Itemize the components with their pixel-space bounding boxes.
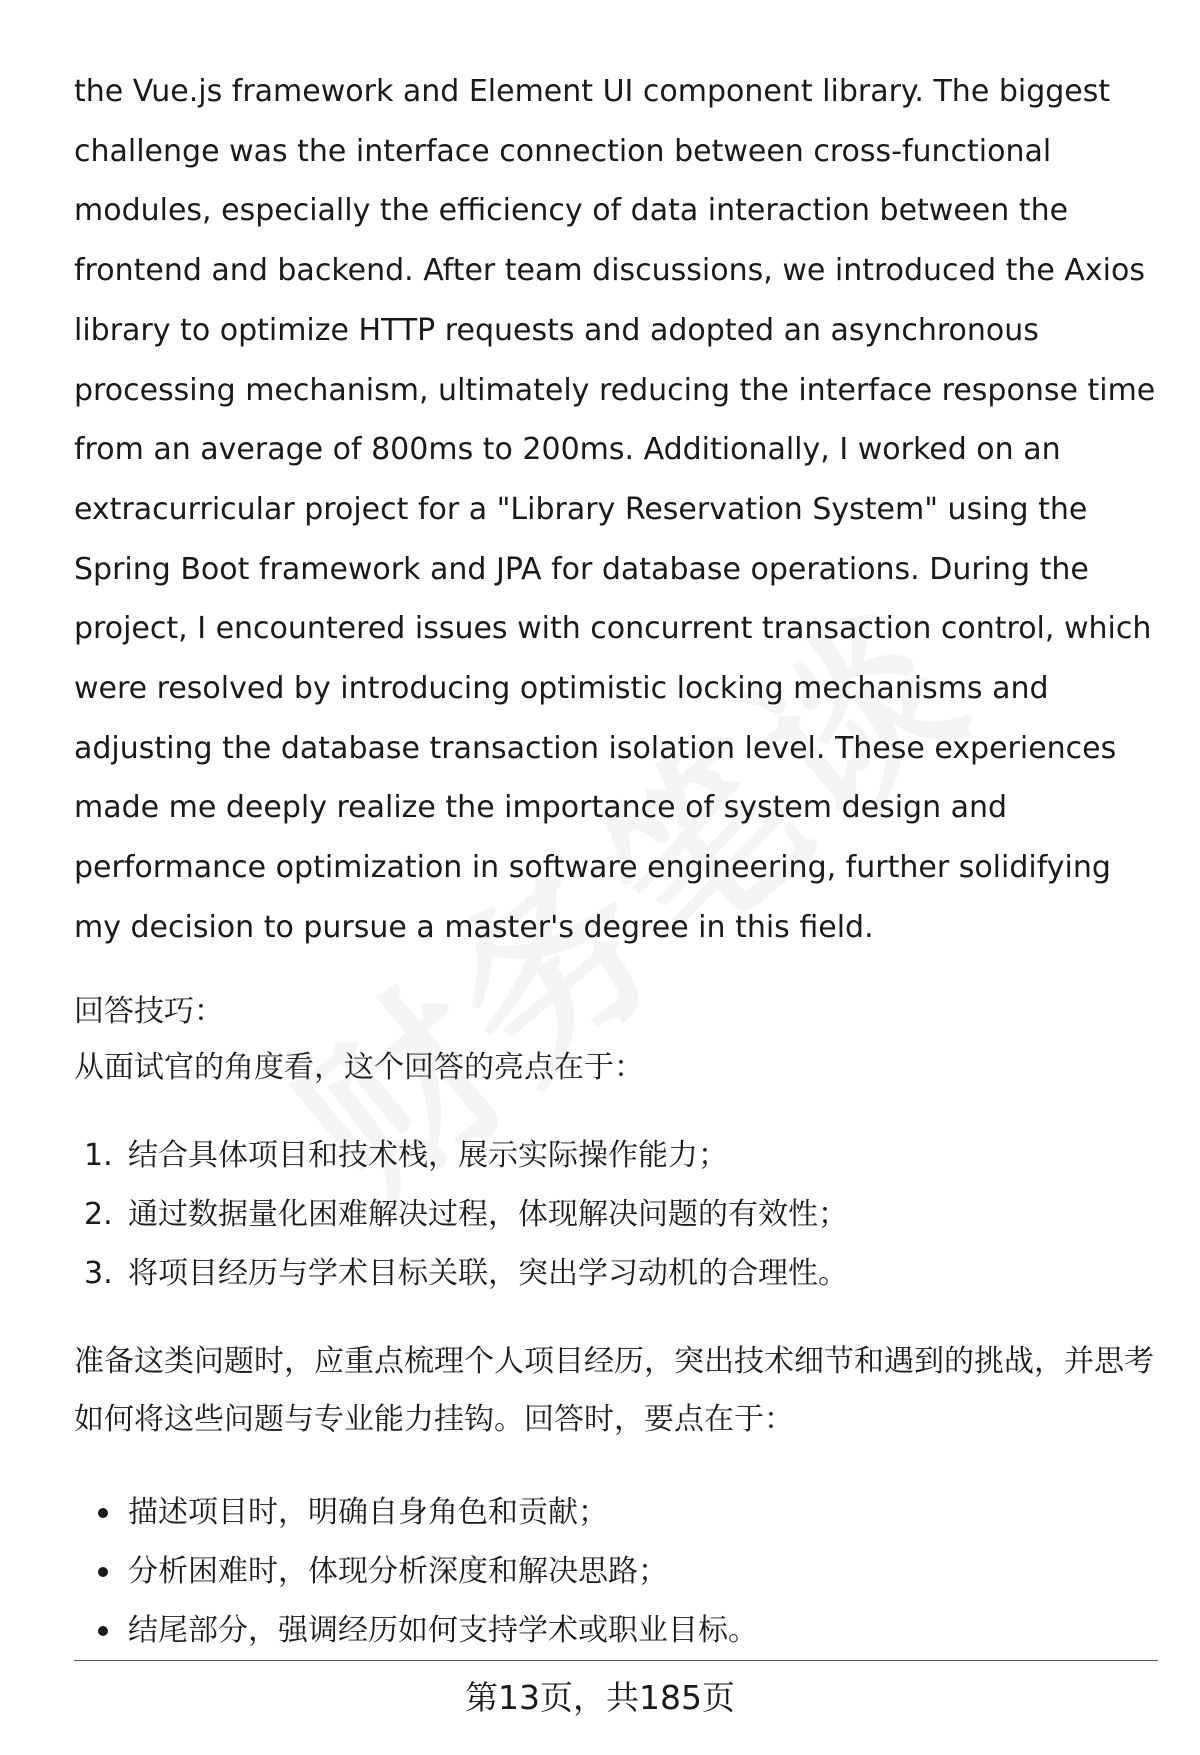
bullet-icon [98, 1626, 108, 1636]
list-item [74, 1185, 1160, 1244]
preparation-paragraph: 准备这类问题时，应重点梳理个人项目经历，突出技术细节和遇到的挑战，并思考如何将这些问题与专业能力挂钩。回答时，要点在于： [74, 1343, 1154, 1437]
list-item-text: 通过数据量化困难解决过程，体现解决问题的有效性； [128, 1196, 848, 1232]
list-item-text: 将项目经历与学术目标关联，突出学习动机的合理性。 [128, 1255, 848, 1291]
list-number: 2. [84, 1196, 113, 1232]
list-number: 1. [84, 1137, 113, 1173]
document-body [74, 62, 1160, 1660]
list-item-text: 描述项目时，明确自身角色和贡献； [128, 1494, 608, 1530]
tips-intro: 从面试官的角度看，这个回答的亮点在于： [74, 1049, 644, 1085]
list-item [74, 1483, 1160, 1542]
bullet-icon [98, 1567, 108, 1577]
list-item-text: 结尾部分，强调经历如何支持学术或职业目标。 [128, 1612, 758, 1648]
list-item-text: 结合具体项目和技术栈，展示实际操作能力； [128, 1137, 728, 1173]
list-item-text: 分析困难时，体现分析深度和解决思路； [128, 1553, 668, 1589]
answer-tips-section [74, 984, 1160, 1660]
list-number: 3. [84, 1255, 113, 1291]
tips-label: 回答技巧： [74, 993, 224, 1029]
list-item [74, 1542, 1160, 1601]
bullet-icon [98, 1508, 108, 1518]
list-item [74, 1244, 1160, 1303]
key-points-list [74, 1483, 1160, 1660]
list-item [74, 1601, 1160, 1660]
footer-divider [74, 1660, 1158, 1661]
list-item [74, 1126, 1160, 1185]
body-paragraph: the Vue.js framework and Element UI component library. The biggest challenge was the interface connection between cross-functional modules, especially the efficiency of data interaction between the frontend and backend. After team discussions, we introduced the Axios library to optimize HTTP requests and adopted an asynchronous processing mechanism, ultimately reducing the interface response time from an average of 800ms to 200ms. Additionally, I worked on an extracurricular project for a "Library Reservation System" using the Spring Boot framework and JPA for database operations. During the project, I encountered issues with concurrent transaction control, which were resolved by introducing optimistic locking mechanisms and adjusting the database transaction isolation level. These experiences made me deeply realize the importance of system design and performance optimization in software engineering, further solidifying my decision to pursue a master's degree in this field. [74, 74, 1156, 945]
highlights-list [74, 1126, 1160, 1303]
page-number: 第13页，共185页 [465, 1678, 735, 1717]
